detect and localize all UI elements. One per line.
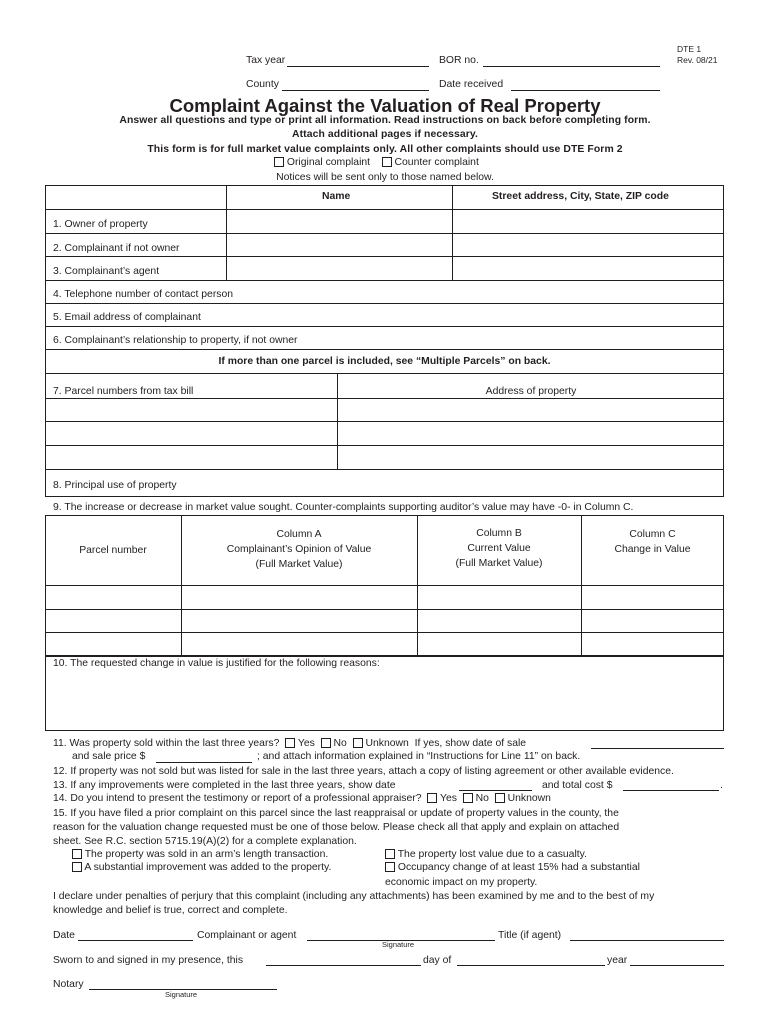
address-of-property-label: Address of property — [485, 386, 577, 397]
column-b-subtitle: Current Value — [467, 543, 531, 554]
original-complaint-label: Original complaint — [286, 157, 371, 168]
occupancy-checkbox[interactable] — [385, 862, 395, 872]
improvement-label: A substantial improvement was added to the property. — [84, 862, 332, 873]
parcel-numbers-label: 7. Parcel numbers from tax bill — [53, 386, 194, 397]
sale-price-label: and sale price $ — [72, 751, 146, 762]
reasons-label: 10. The requested change in value is justified for the following reasons: — [53, 658, 380, 669]
q15-line-1: 15. If you have filed a prior complaint on this parcel since the last reappraisal or update of property values in the county, the — [53, 808, 619, 819]
column-a-header — [181, 527, 417, 572]
column-a-title: Column A — [276, 529, 322, 540]
agent-address-field[interactable] — [453, 257, 723, 279]
form-title: Complaint Against the Valuation of Real Property — [169, 95, 601, 116]
day-of-label: day of — [423, 955, 452, 966]
sworn-day-field[interactable] — [266, 965, 421, 966]
agent-name-field[interactable] — [227, 257, 451, 279]
tax-year-field[interactable] — [287, 66, 429, 67]
year-label: year — [607, 955, 628, 966]
casualty-label: The property lost value due to a casualty. — [397, 849, 587, 860]
q14-yes-checkbox[interactable] — [427, 793, 437, 803]
date-field[interactable] — [78, 940, 193, 941]
notice-text: Notices will be sent only to those named below. — [276, 172, 494, 183]
declaration-line-2: knowledge and belief is true, correct and complete. — [53, 905, 288, 916]
address-column-header: Street address, City, State, ZIP code — [492, 191, 669, 202]
bor-no-field[interactable] — [483, 66, 660, 67]
date-received-field[interactable] — [511, 90, 660, 91]
q11-unknown-checkbox[interactable] — [353, 738, 363, 748]
notary-signature-caption: Signature — [165, 990, 198, 999]
column-c-subtitle: Change in Value — [614, 544, 691, 555]
q14-unknown-checkbox[interactable] — [495, 793, 505, 803]
arms-length-label: The property was sold in an arm’s length transaction. — [84, 849, 329, 860]
q13-text: 13. If any improvements were completed in the last three years, show date — [53, 780, 396, 791]
tax-year-label: Tax year — [246, 55, 286, 66]
q13-cost-label: and total cost $ — [542, 780, 613, 791]
owner-address-field[interactable] — [453, 210, 723, 233]
improvement-checkbox[interactable] — [72, 862, 82, 872]
relationship-label: 6. Complainant’s relationship to property, if not owner — [53, 335, 298, 346]
q14-no-label: No — [475, 793, 489, 804]
q15-occupancy — [385, 862, 640, 873]
complainant-name-field[interactable] — [227, 234, 451, 256]
date-label: Date — [53, 930, 75, 941]
multiple-parcels-note: If more than one parcel is included, see “Multiple Parcels” on back. — [218, 356, 551, 367]
title-field[interactable] — [570, 940, 724, 941]
complainant-agent-sig-label: Complainant or agent — [197, 930, 297, 941]
email-label: 5. Email address of complainant — [53, 312, 201, 323]
complainant-label: 2. Complainant if not owner — [53, 243, 180, 254]
instruction-line-3: This form is for full market value complaints only. All other complaints should use DTE Form 2 — [147, 144, 623, 155]
original-complaint-checkbox[interactable] — [274, 157, 284, 167]
q11-yes-label: Yes — [297, 738, 315, 749]
q11-yes-checkbox[interactable] — [285, 738, 295, 748]
q14-text: 14. Do you intend to present the testimony or report of a professional appraiser? — [53, 793, 422, 804]
form-revision: Rev. 08/21 — [677, 55, 718, 65]
complainant-address-field[interactable] — [453, 234, 723, 256]
principal-use-label: 8. Principal use of property — [53, 480, 177, 491]
column-b-header — [417, 526, 581, 571]
q15-line-2: reason for the valuation change requested must be one of those below. Please check all that apply and explain on attached — [53, 822, 620, 833]
owner-name-field[interactable] — [227, 210, 451, 233]
arms-length-checkbox[interactable] — [72, 849, 82, 859]
complainant-agent-label: 3. Complainant’s agent — [53, 266, 160, 277]
complaint-type — [274, 157, 479, 168]
column-b-title: Column B — [476, 528, 522, 539]
sworn-label: Sworn to and signed in my presence, this — [53, 955, 244, 966]
parcel-number-header: Parcel number — [79, 545, 147, 556]
q15-casualty — [385, 849, 587, 860]
casualty-checkbox[interactable] — [385, 849, 395, 859]
occupancy-label-2: economic impact on my property. — [385, 877, 538, 888]
instruction-line-2: Attach additional pages if necessary. — [292, 129, 478, 140]
occupancy-label: Occupancy change of at least 15% had a substantial — [397, 862, 640, 873]
q15-improvement — [72, 862, 331, 873]
column-b-note: (Full Market Value) — [455, 558, 543, 569]
q11-unknown-label: Unknown — [365, 738, 409, 749]
sworn-month-field[interactable] — [457, 965, 605, 966]
q14-unknown-label: Unknown — [507, 793, 551, 804]
q11-row — [53, 738, 526, 749]
instruction-line-1: Answer all questions and type or print all information. Read instructions on back before completing form. — [119, 115, 651, 126]
line-9-text: 9. The increase or decrease in market value sought. Counter-complaints supporting auditor’s value may have -0- in Column C. — [53, 502, 634, 513]
q14-no-checkbox[interactable] — [463, 793, 473, 803]
q11-tail: If yes, show date of sale — [414, 738, 527, 749]
notary-label: Notary — [53, 979, 84, 990]
sworn-year-field[interactable] — [630, 965, 724, 966]
title-if-agent-label: Title (if agent) — [498, 930, 562, 941]
q14-row — [53, 793, 551, 804]
sale-attach-text: ; and attach information explained in “Instructions for Line 11” on back. — [257, 751, 581, 762]
q11-no-label: No — [333, 738, 347, 749]
improvement-cost-field[interactable] — [623, 790, 719, 791]
bor-no-label: BOR no. — [439, 55, 479, 66]
owner-of-property-label: 1. Owner of property — [53, 219, 148, 230]
counter-complaint-checkbox[interactable] — [382, 157, 392, 167]
complainant-signature-caption: Signature — [382, 940, 415, 949]
q14-yes-label: Yes — [440, 793, 457, 804]
column-c-title: Column C — [629, 529, 676, 540]
form-id: DTE 1 — [677, 44, 702, 54]
sale-price-field[interactable] — [156, 762, 252, 763]
q11-no-checkbox[interactable] — [321, 738, 331, 748]
q13-end: . — [720, 780, 723, 791]
q11-text: 11. Was property sold within the last three years? — [53, 738, 280, 749]
telephone-label: 4. Telephone number of contact person — [53, 289, 234, 300]
q15-arms-length — [72, 849, 328, 860]
date-received-label: Date received — [439, 79, 504, 90]
name-column-header: Name — [322, 191, 351, 202]
column-c-header — [581, 527, 724, 557]
county-field[interactable] — [282, 90, 429, 91]
column-a-subtitle: Complainant’s Opinion of Value — [226, 544, 372, 555]
sale-date-field[interactable] — [591, 748, 724, 749]
county-label: County — [246, 79, 279, 90]
column-a-note: (Full Market Value) — [255, 559, 343, 570]
q12-text: 12. If property was not sold but was listed for sale in the last three years, attach a copy of listing agreement or other available evidence. — [53, 766, 674, 777]
declaration-line-1: I declare under penalties of perjury that this complaint (including any attachments) has been examined by me and to the best of my — [53, 891, 655, 902]
q15-line-3: sheet. See R.C. section 5715.19(A)(2) for a complete explanation. — [53, 836, 357, 847]
counter-complaint-label: Counter complaint — [394, 157, 479, 168]
improvement-date-field[interactable] — [459, 790, 532, 791]
